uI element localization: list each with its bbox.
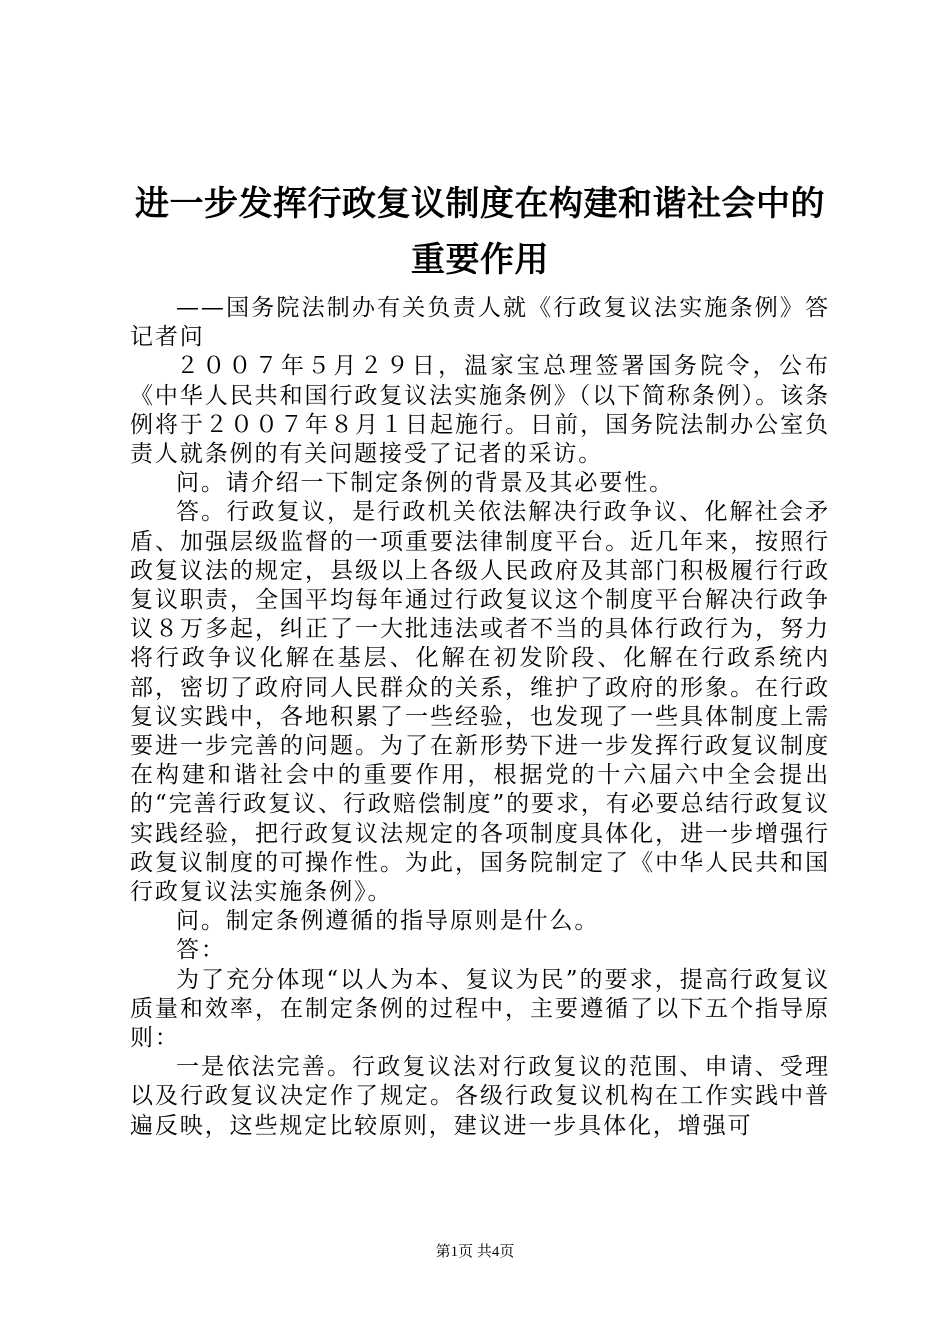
page-indicator: 第1页 共4页 xyxy=(435,1244,515,1260)
answer-2-body: 为了充分体现“以人为本、复议为民”的要求，提高行政复议质量和效率，在制定条例的过程中，主要遵循了以下五个指导原则： xyxy=(130,966,830,1052)
title-line-1: 进一步发挥行政复议制度在构建和谐社会中的 xyxy=(135,184,825,224)
answer-1: 答。行政复议，是行政机关依法解决行政争议、化解社会矛盾、加强层级监督的一项重要法律制度平台。近几年来，按照行政复议法的规定，县级以上各级人民政府及其部门积极履行行政复议职责，全国平均每年通过行政复议这个制度平台解决行政争议８万多起，纠正了一大批违法或者不当的具体行政行为，努力将行政争议化解在基层、化解在初发阶段、化解在行政系统内部，密切了政府同人民群众的关系，维护了政府的形象。在行政复议实践中，各地积累了一些经验，也发现了一些具体制度上需要进一步完善的问题。为了在新形势下进一步发挥行政复议制度在构建和谐社会中的重要作用，根据党的十六届六中全会提出的“完善行政复议、行政赔偿制度”的要求，有必要总结行政复议实践经验，把行政复议法规定的各项制度具体化，进一步增强行政复议制度的可操作性。为此，国务院制定了《中华人民共和国行政复议法实施条例》。 xyxy=(130,499,830,906)
page-footer xyxy=(0,1242,950,1262)
answer-2-label: 答： xyxy=(176,937,226,964)
document-page xyxy=(130,176,830,1141)
intro-paragraph: ２００７年５月２９日，温家宝总理签署国务院令，公布《中华人民共和国行政复议法实施条例》（以下简称条例）。该条例将于２００７年８月１日起施行。日前，国务院法制办公室负责人就条例的有关问题接受了记者的采访。 xyxy=(130,353,830,468)
subtitle-paragraph: ——国务院法制办有关负责人就《行政复议法实施条例》答记者问 xyxy=(130,295,830,351)
question-2: 问。制定条例遵循的指导原则是什么。 xyxy=(176,908,600,935)
document-title xyxy=(130,176,830,288)
document-body xyxy=(130,294,830,1141)
question-1: 问。请介绍一下制定条例的背景及其必要性。 xyxy=(176,470,674,497)
principle-1-paragraph: 一是依法完善。行政复议法对行政复议的范围、申请、受理以及行政复议决定作了规定。各级行政复议机构在工作实践中普遍反映，这些规定比较原则，建议进一步具体化，增强可 xyxy=(130,1054,830,1139)
title-line-2: 重要作用 xyxy=(411,240,549,280)
